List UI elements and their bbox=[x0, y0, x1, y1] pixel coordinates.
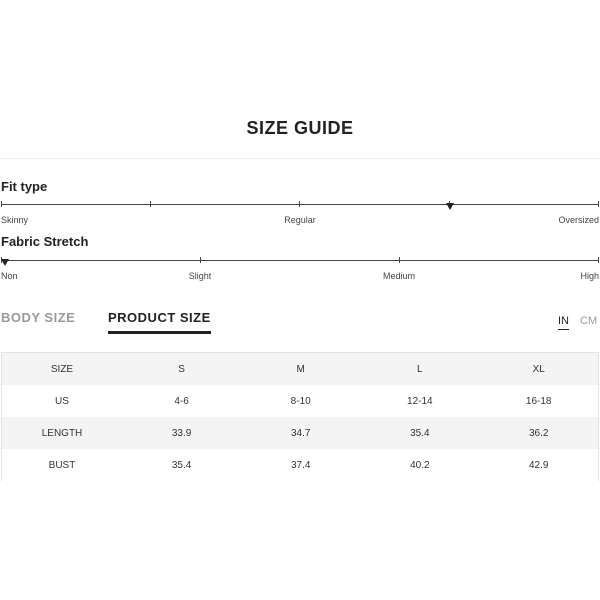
fit-type-tick bbox=[598, 201, 599, 207]
unit-toggle-cm[interactable]: CM bbox=[580, 315, 598, 327]
fabric-stretch-label-slight: Slight bbox=[188, 271, 212, 281]
table-cell: 34.7 bbox=[241, 417, 360, 449]
table-row-header bbox=[2, 353, 599, 386]
fit-type-tick bbox=[1, 201, 2, 207]
fabric-stretch-scale bbox=[1, 260, 599, 261]
table-cell: US bbox=[2, 385, 123, 417]
fit-type-tick bbox=[150, 201, 151, 207]
table-cell: 16-18 bbox=[479, 385, 598, 417]
header-divider bbox=[0, 158, 600, 159]
size-table bbox=[1, 352, 599, 481]
table-cell: 33.9 bbox=[122, 417, 241, 449]
table-row bbox=[2, 449, 599, 481]
table-cell: 35.4 bbox=[122, 449, 241, 481]
fit-type-scale bbox=[1, 204, 599, 205]
table-cell: L bbox=[360, 353, 479, 386]
table-cell: LENGTH bbox=[2, 417, 123, 449]
fit-type-title: Fit type bbox=[1, 179, 48, 194]
table-cell: SIZE bbox=[2, 353, 123, 386]
fabric-stretch-tick bbox=[200, 257, 201, 263]
tab-product-size[interactable]: PRODUCT SIZE bbox=[108, 310, 211, 334]
table-cell: S bbox=[122, 353, 241, 386]
table-cell: 37.4 bbox=[241, 449, 360, 481]
table-cell: 40.2 bbox=[360, 449, 479, 481]
unit-toggle-in[interactable]: IN bbox=[558, 315, 569, 330]
fit-type-marker bbox=[446, 203, 454, 210]
table-cell: 35.4 bbox=[360, 417, 479, 449]
fabric-stretch-tick bbox=[399, 257, 400, 263]
page-title: SIZE GUIDE bbox=[246, 118, 354, 138]
tab-body-size[interactable]: BODY SIZE bbox=[1, 310, 76, 325]
fabric-stretch-label-high: High bbox=[580, 271, 599, 281]
table-cell: 42.9 bbox=[479, 449, 598, 481]
fit-type-label-skinny: Skinny bbox=[1, 215, 29, 225]
table-cell: M bbox=[241, 353, 360, 386]
fabric-stretch-label-medium: Medium bbox=[382, 271, 416, 281]
table-cell: 4-6 bbox=[122, 385, 241, 417]
fabric-stretch-marker bbox=[1, 259, 9, 266]
table-cell: 8-10 bbox=[241, 385, 360, 417]
table-cell: BUST bbox=[2, 449, 123, 481]
fit-type-label-regular: Regular bbox=[284, 215, 316, 225]
fit-type-label-oversized: Oversized bbox=[558, 215, 599, 225]
table-cell: 36.2 bbox=[479, 417, 598, 449]
table-row bbox=[2, 385, 599, 417]
fit-type-tick bbox=[299, 201, 300, 207]
table-row bbox=[2, 417, 599, 449]
fabric-stretch-title: Fabric Stretch bbox=[1, 234, 89, 249]
fabric-stretch-tick bbox=[598, 257, 599, 263]
fabric-stretch-label-non: Non bbox=[1, 271, 18, 281]
table-cell: XL bbox=[479, 353, 598, 386]
table-cell: 12-14 bbox=[360, 385, 479, 417]
